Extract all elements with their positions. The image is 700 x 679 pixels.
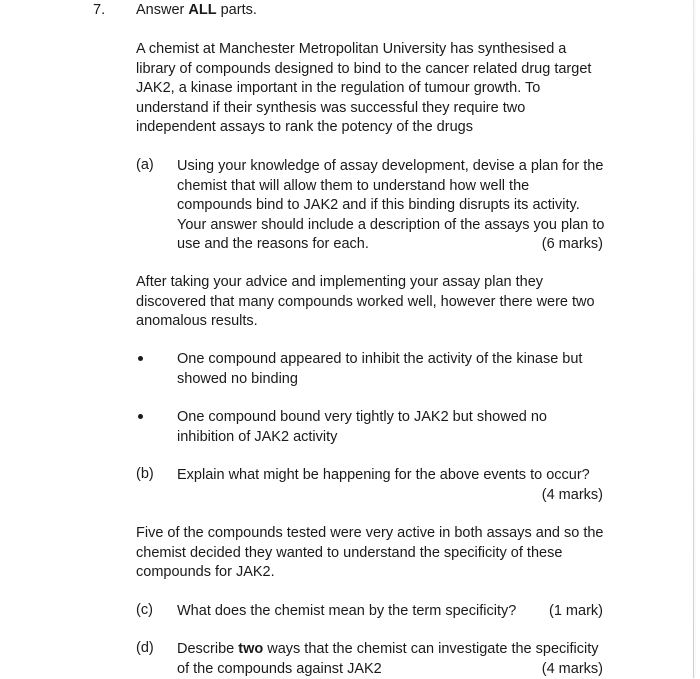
page-edge: [693, 0, 694, 678]
part-d-last-line: [177, 660, 603, 679]
header-suffix: parts.: [217, 2, 257, 18]
part-c-line: [177, 602, 603, 622]
advice-line: After taking your advice and implementing your assay plan they: [136, 273, 616, 293]
part-b-marks-line: [177, 486, 603, 506]
intro-line: independent assays to rank the potency of the drugs: [136, 118, 616, 138]
specificity-line: Five of the compounds tested were very active in both assays and so the: [136, 524, 616, 544]
bullet-line: One compound bound very tightly to JAK2 but showed no: [177, 408, 603, 428]
header-prefix: Answer: [136, 2, 188, 18]
part-a-last-line: [177, 235, 603, 255]
header-bold: ALL: [188, 2, 216, 18]
part-d-prefix: Describe: [177, 641, 238, 657]
part-d-text: [177, 640, 603, 679]
intro-line: A chemist at Manchester Metropolitan University has synthesised a: [136, 40, 616, 60]
bullet-line: One compound appeared to inhibit the activity of the kinase but: [177, 350, 603, 370]
intro-line: JAK2, a kinase important in the regulation of tumour growth. To: [136, 79, 616, 99]
question-number: 7.: [93, 2, 105, 18]
part-a-line: chemist that will allow them to understand how well the: [177, 177, 603, 197]
part-c-marks: (1 mark): [549, 602, 603, 622]
bullet-icon: [138, 356, 143, 361]
part-d-bold: two: [238, 641, 263, 657]
part-b-marks: (4 marks): [542, 486, 603, 506]
specificity-paragraph: [136, 524, 616, 583]
bullet-line: showed no binding: [177, 370, 603, 390]
part-c-question: What does the chemist mean by the term specificity?: [177, 602, 516, 622]
intro-line: understand if their synthesis was successful they require two: [136, 99, 616, 119]
part-a-label: (a): [136, 157, 154, 173]
bullet-item: [177, 408, 603, 447]
specificity-line: chemist decided they wanted to understand the specificity of these: [136, 544, 616, 564]
part-b-text: [177, 466, 603, 505]
intro-line: library of compounds designed to bind to the cancer related drug target: [136, 60, 616, 80]
advice-line: anomalous results.: [136, 312, 616, 332]
part-d-suffix: ways that the chemist can investigate the specificity: [263, 641, 598, 657]
bullet-item: [177, 350, 603, 389]
part-a-marks: (6 marks): [542, 235, 603, 255]
part-d-label: (d): [136, 640, 154, 656]
part-a-line: Your answer should include a description of the assays you plan to: [177, 216, 603, 236]
intro-paragraph: [136, 40, 616, 138]
bullet-line: inhibition of JAK2 activity: [177, 428, 603, 448]
part-b-label: (b): [136, 466, 154, 482]
part-d-marks: (4 marks): [542, 660, 603, 679]
part-a-line: Using your knowledge of assay development, devise a plan for the: [177, 157, 603, 177]
part-c-label: (c): [136, 602, 153, 618]
part-a-line: use and the reasons for each.: [177, 235, 369, 255]
part-d-line-1: [177, 640, 603, 660]
question-header: [136, 2, 257, 18]
part-b-line: Explain what might be happening for the above events to occur?: [177, 466, 603, 486]
specificity-line: compounds for JAK2.: [136, 563, 616, 583]
part-d-line-2: of the compounds against JAK2: [177, 660, 382, 679]
part-a-text: [177, 157, 603, 255]
bullet-icon: [138, 414, 143, 419]
advice-line: discovered that many compounds worked well, however there were two: [136, 293, 616, 313]
part-c-text: [177, 602, 603, 622]
advice-paragraph: [136, 273, 616, 332]
part-a-line: compounds bind to JAK2 and if this binding disrupts its activity.: [177, 196, 603, 216]
